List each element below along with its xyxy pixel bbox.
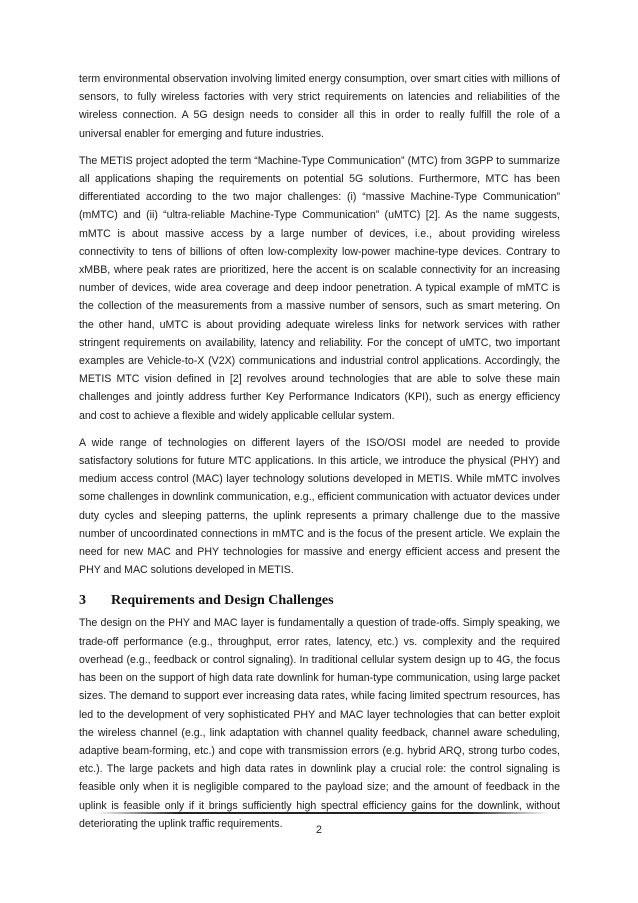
body-paragraph-2: The METIS project adopted the term “Machine-Type Communication” (MTC) from 3GPP to summarize all applications shaping the requirements on potential 5G solutions. Furthermore, MTC has been differentiated according to the two major challenges: (i) “massive Machine-Type Communication” (mMTC) and (ii) “ultra-reliable Machine-Type Communication” (uMTC) [2]. As the name suggests, mMTC is about massive access by a large number of devices, i.e., about providing wireless connectivity to tens of billions of often low-complexity low-power machine-type devices. Contrary to xMBB, where peak rates are prioritized, here the accent is on scalable connectivity for an increasing number of devices, wide area coverage and deep indoor penetration. A typical example of mMTC is the collection of the measurements from a massive number of sensors, such as smart metering. On the other hand, uMTC is about providing adequate wireless links for network services with rather stringent requirements on availability, latency and reliability. For the concept of uMTC, two important examples are Vehicle-to-X (V2X) communications and industrial control applications. Accordingly, the METIS MTC vision defined in [2] revolves around technologies that are able to solve these main challenges and jointly address further Key Performance Indicators (KPI), such as energy efficiency and cost to achieve a flexible and widely applicable cellular system.	[79, 154, 560, 422]
footer-divider	[95, 812, 550, 814]
section-paragraph-1: The design on the PHY and MAC layer is fundamentally a question of trade-offs. Simply speaking, we trade-off performance (e.g., throughput, error rates, latency, etc.) vs. complexity and the required overhead (e.g., feedback or control signaling). In traditional cellular system design up to 4G, the focus has been on the support of high data rate downlink for human-type communication, using large packet sizes. The demand to support ever increasing data rates, while facing limited spectrum resources, has led to the development of very sophisticated PHY and MAC layer technologies that can better exploit the wireless channel (e.g., link adaptation with channel quality feedback, channel aware scheduling, adaptive beam-forming, etc.) and cope with transmission errors (e.g. hybrid ARQ, strong turbo codes, etc.). The large packets and high data rates in downlink play a crucial role: the control signaling is feasible only when it is negligible compared to the payload size; and the amount of feedback in the uplink is feasible only if it brings sufficiently high spectral efficiency gains for the downlink, without deteriorating the uplink traffic requirements.	[79, 617, 560, 830]
page-number: 2	[316, 824, 322, 836]
page-body	[79, 70, 560, 842]
section-heading	[79, 593, 560, 609]
body-paragraph-3: A wide range of technologies on different layers of the ISO/OSI model are needed to provide satisfactory solutions for future MTC applications. In this article, we introduce the physical (PHY) and medium access control (MAC) layer technology solutions developed in METIS. While mMTC involves some challenges in downlink communication, e.g., efficient communication with actuator devices under duty cycles and sleeping patterns, the uplink represents a primary challenge due to the massive number of uncoordinated connections in mMTC and is the focus of the present article. We explain the need for new MAC and PHY technologies for massive and energy efficient access and present the PHY and MAC solutions developed in METIS.	[79, 436, 560, 577]
section-title: Requirements and Design Challenges	[111, 593, 334, 609]
section-number: 3	[79, 593, 86, 609]
body-paragraph-1: term environmental observation involving limited energy consumption, over smart cities with millions of sensors, to fully wireless factories with very strict requirements on latencies and reliabilities of the wireless connection. A 5G design needs to consider all this in order to really fulfill the role of a universal enabler for emerging and future industries.	[79, 73, 560, 140]
